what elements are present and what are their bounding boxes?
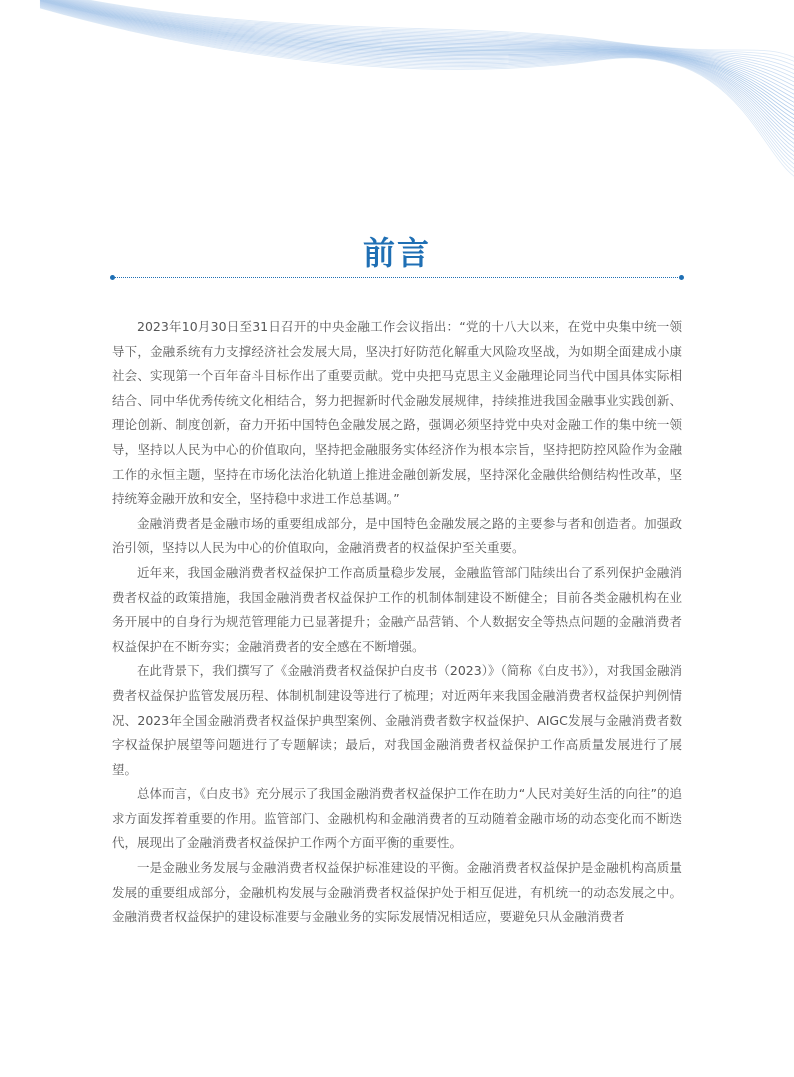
preface-body	[112, 315, 682, 930]
page-title: 前言	[362, 234, 431, 273]
paragraph: 2023年10月30日至31日召开的中央金融工作会议指出：“党的十八大以来，在党中央集中统一领导下，金融系统有力支撑经济社会发展大局，坚决打好防范化解重大风险攻坚战，为如期全面建成小康社会、实现第一个百年奋斗目标作出了重要贡献。党中央把马克思主义金融理论同当代中国具体实际相结合、同中华优秀传统文化相结合，努力把握新时代金融发展规律，持续推进我国金融事业实践创新、理论创新、制度创新，奋力开拓中国特色金融发展之路，强调必须坚持党中央对金融工作的集中统一领导，坚持以人民为中心的价值取向，坚持把金融服务实体经济作为根本宗旨，坚持把防控风险作为金融工作的永恒主题，坚持在市场化法治化轨道上推进金融创新发展，坚持深化金融供给侧结构性改革，坚持统筹金融开放和安全，坚持稳中求进工作总基调。”	[112, 319, 682, 507]
paragraph: 总体而言，《白皮书》充分展示了我国金融消费者权益保护工作在助力“人民对美好生活的向往”的追求方面发挥着重要的作用。监管部门、金融机构和金融消费者的互动随着金融市场的动态变化而不断迭代，展现出了金融消费者权益保护工作两个方面平衡的重要性。	[112, 786, 682, 851]
divider-dot-left	[110, 275, 115, 280]
title-divider	[112, 277, 682, 278]
paragraph: 一是金融业务发展与金融消费者权益保护标准建设的平衡。金融消费者权益保护是金融机构高质量发展的重要组成部分，金融机构发展与金融消费者权益保护处于相互促进，有机统一的动态发展之中。金融消费者权益保护的建设标准要与金融业务的实际发展情况相适应，要避免只从金融消费者	[112, 860, 682, 925]
paragraph: 在此背景下，我们撰写了《金融消费者权益保护白皮书（2023）》（简称《白皮书》），对我国金融消费者权益保护监管发展历程、体制机制建设等进行了梳理；对近两年来我国金融消费者权益保护判例情况、2023年全国金融消费者权益保护典型案例、金融消费者数字权益保护、AIGC发展与金融消费者数字权益保护展望等问题进行了专题解读；最后，对我国金融消费者权益保护工作高质量发展进行了展望。	[112, 663, 682, 777]
divider-dot-right	[679, 275, 684, 280]
paragraph: 近年来，我国金融消费者权益保护工作高质量稳步发展，金融监管部门陆续出台了系列保护金融消费者权益的政策措施，我国金融消费者权益保护工作的机制体制建设不断健全；目前各类金融机构在业务开展中的自身行为规范管理能力已显著提升；金融产品营销、个人数据安全等热点问题的金融消费者权益保护在不断夯实；金融消费者的安全感在不断增强。	[112, 564, 682, 654]
decorative-wave-lines	[0, 0, 794, 200]
paragraph: 金融消费者是金融市场的重要组成部分，是中国特色金融发展之路的主要参与者和创造者。加强政治引领，坚持以人民为中心的价值取向，金融消费者的权益保护至关重要。	[112, 515, 682, 556]
